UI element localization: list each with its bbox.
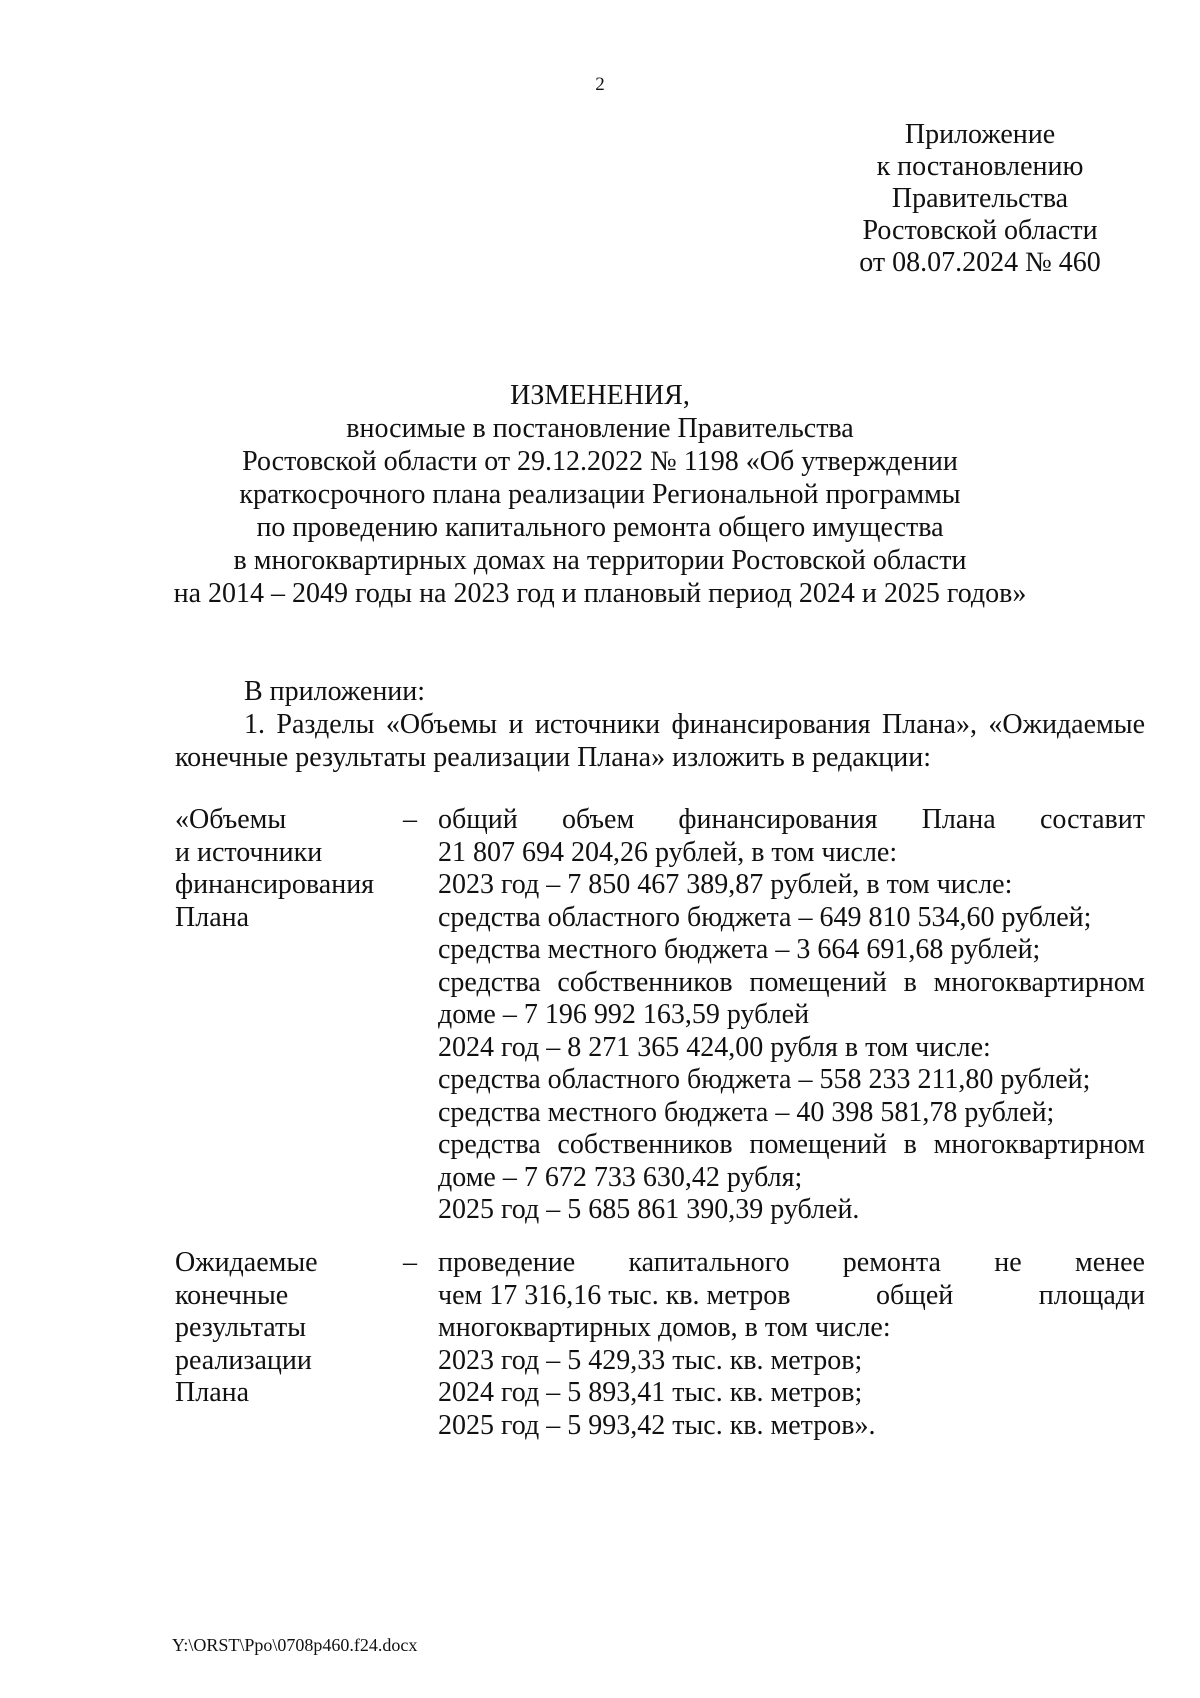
- title-line: по проведению капитального ремонта общего имущества: [256, 512, 944, 543]
- funding-label-line: и источники: [175, 836, 323, 868]
- results-label-line: Ожидаемые: [175, 1247, 318, 1278]
- content-line: 2025 год – 5 993,42 тыс. кв. метров».: [438, 1409, 876, 1441]
- content-word: площади: [1038, 1279, 1145, 1311]
- appendix-line: от 08.07.2024 № 460: [859, 247, 1101, 278]
- content-word: капитального: [628, 1247, 790, 1278]
- document-title: [0, 379, 1200, 610]
- funding-label: [175, 804, 385, 934]
- content-word: собственников: [557, 1129, 733, 1160]
- content-word: общей: [876, 1279, 954, 1311]
- content-word: составит: [1039, 804, 1145, 835]
- content-line: 2024 год – 5 893,41 тыс. кв. метров;: [438, 1377, 863, 1408]
- content-word: менее: [1074, 1247, 1145, 1278]
- results-label-line: результаты: [175, 1312, 307, 1343]
- content-word: общий: [438, 804, 518, 835]
- results-label-line: Плана: [175, 1377, 250, 1408]
- content-line: 21 807 694 204,26 рублей, в том числе:: [438, 836, 898, 868]
- content-word: чем 17 316,16 тыс. кв. метров: [438, 1279, 791, 1311]
- content-word: в: [903, 1129, 917, 1160]
- title-line: краткосрочного плана реализации Региональной программы: [239, 479, 961, 510]
- content-line: [438, 804, 1145, 837]
- content-word: помещений: [749, 1129, 887, 1160]
- content-line: средства местного бюджета – 3 664 691,68 рублей;: [438, 934, 1041, 965]
- intro-block: [175, 675, 1145, 774]
- content-line: доме – 7 196 992 163,59 рублей: [438, 999, 810, 1030]
- appendix-line: Ростовской области: [862, 215, 1098, 246]
- results-label: [175, 1247, 385, 1410]
- results-content: [438, 1247, 1145, 1442]
- funding-label-line: Плана: [175, 901, 250, 933]
- content-word: Плана: [921, 804, 996, 835]
- results-label-line: реализации: [175, 1344, 312, 1376]
- content-line: [438, 967, 1145, 1000]
- intro-paragraph: 1. Разделы «Объемы и источники финансирования Плана», «Ожидаемые конечные результаты реализации Плана» изложить в редакции:: [175, 709, 1145, 773]
- content-word: средства: [438, 966, 541, 998]
- content-line: доме – 7 672 733 630,42 рубля;: [438, 1161, 803, 1193]
- appendix-line: Приложение: [904, 119, 1056, 150]
- appendix-block: [820, 119, 1140, 279]
- content-word: проведение: [438, 1247, 576, 1278]
- title-line: Ростовской области от 29.12.2022 № 1198 «Об утверждении: [242, 446, 958, 477]
- content-line: 2025 год – 5 685 861 390,39 рублей.: [438, 1194, 860, 1225]
- content-line: 2024 год – 8 271 365 424,00 рубля в том числе:: [438, 1031, 991, 1063]
- results-dash: –: [403, 1247, 417, 1278]
- funding-dash: –: [403, 804, 417, 835]
- page-number: 2: [595, 74, 605, 95]
- results-label-line: конечные: [175, 1279, 289, 1311]
- title-line: на 2014 – 2049 годы на 2023 год и плановый период 2024 и 2025 годов»: [173, 578, 1027, 609]
- content-line: средства областного бюджета – 558 233 211,80 рублей;: [438, 1064, 1091, 1095]
- content-word: в: [903, 966, 917, 998]
- content-line: 2023 год – 5 429,33 тыс. кв. метров;: [438, 1344, 863, 1376]
- content-word: средства: [438, 1129, 541, 1160]
- content-line: [438, 1247, 1145, 1280]
- appendix-line: Правительства: [891, 183, 1069, 214]
- content-word: ремонта: [842, 1247, 941, 1278]
- funding-content: [438, 804, 1145, 1227]
- content-word: помещений: [749, 966, 887, 998]
- appendix-line: к постановлению: [876, 151, 1084, 182]
- file-path-footer: Y:\ORST\Ppo\0708p460.f24.docx: [172, 1635, 418, 1655]
- title-line: в многоквартирных домах на территории Ростовской области: [233, 545, 967, 576]
- content-word: финансирования: [678, 804, 878, 835]
- content-word: объем: [562, 804, 635, 835]
- title-line: вносимые в постановление Правительства: [346, 413, 854, 444]
- content-line: многоквартирных домов, в том числе:: [438, 1312, 891, 1343]
- content-line: средства местного бюджета – 40 398 581,78 рублей;: [438, 1096, 1055, 1128]
- title-heading: ИЗМЕНЕНИЯ,: [510, 380, 690, 411]
- funding-label-line: «Объемы: [175, 804, 287, 835]
- content-word: многоквартирном: [933, 1129, 1145, 1160]
- intro-line: В приложении:: [244, 676, 426, 707]
- content-line: [438, 1129, 1145, 1162]
- content-line: 2023 год – 7 850 467 389,87 рублей, в том числе:: [438, 869, 1013, 900]
- content-word: многоквартирном: [933, 966, 1145, 998]
- content-line: средства областного бюджета – 649 810 534,60 рублей;: [438, 901, 1092, 933]
- funding-label-line: финансирования: [175, 869, 375, 900]
- content-line: [438, 1280, 1145, 1313]
- content-word: собственников: [557, 966, 733, 998]
- content-word: не: [994, 1247, 1022, 1278]
